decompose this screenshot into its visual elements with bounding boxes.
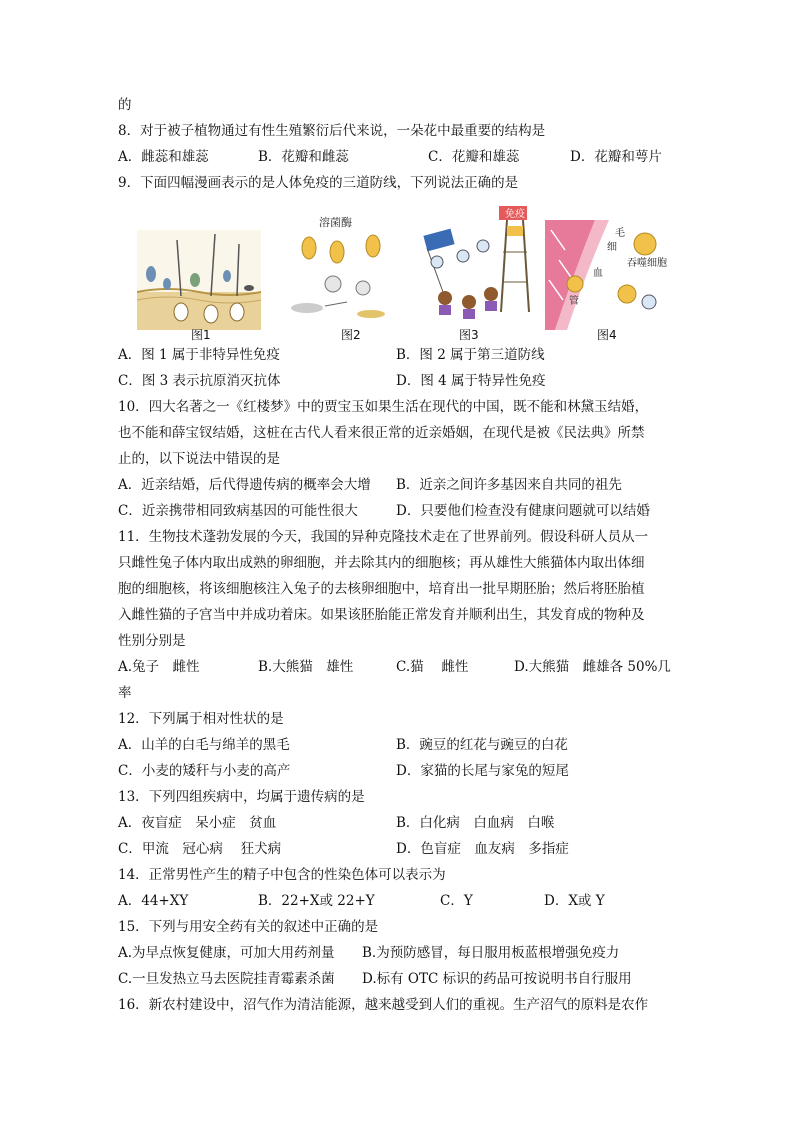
q8-option-c: C．花瓣和雄蕊 (428, 149, 520, 165)
q12-stem: 12．下列属于相对性状的是 (118, 711, 284, 727)
q10-option-b: B．近亲之间许多基因来自共同的祖先 (396, 477, 622, 493)
immune-defense-figure (137, 209, 677, 342)
q11-stem-line-2: 只雌性兔子体内取出成熟的卵细胞，并去除其内的细胞核；再从雄性大熊猫体内取出体细 (118, 555, 645, 571)
q10-stem-line-1: 10．四大名著之一《红楼梦》中的贾宝玉如果生活在现代的中国，既不能和林黛玉结婚， (118, 399, 649, 415)
q12-option-d: D．家猫的长尾与家兔的短尾 (396, 763, 569, 779)
q12-option-c: C．小麦的矮秆与小麦的高产 (118, 763, 291, 779)
q14-option-a: A．44+XY (118, 893, 189, 909)
figure-1-caption: 图1 (191, 328, 211, 342)
immune-flag-label: 免疫 (505, 209, 525, 220)
q15-option-d: D.标有 OTC 标识的药品可按说明书自行服用 (362, 971, 632, 987)
q13-option-a: A．夜盲症 呆小症 贫血 (118, 815, 277, 831)
q8-option-b: B．花瓣和雌蕊 (258, 149, 349, 165)
q15-option-b: B.为预防感冒，每日服用板蓝根增强免疫力 (362, 945, 620, 961)
q8-option-d: D．花瓣和萼片 (570, 149, 662, 165)
q9-option-d: D．图 4 属于特异性免疫 (396, 373, 546, 389)
figure-4-phagocyte (545, 220, 677, 330)
q11-option-a: A.兔子 雌性 (118, 659, 200, 675)
figure-3-caption: 图3 (459, 328, 479, 342)
figure-2-caption: 图2 (341, 328, 361, 342)
q11-stem-line-5: 性别分别是 (118, 633, 186, 649)
q14-option-b: B．22+X或 22+Y (258, 893, 375, 909)
text-fragment: 的 (118, 97, 132, 113)
lysozyme-label: 溶菌酶 (319, 216, 352, 229)
q11-option-d-wrap: 率 (118, 685, 132, 701)
q12-option-b: B．豌豆的红花与豌豆的白花 (396, 737, 568, 753)
q8-option-a: A．雌蕊和雄蕊 (118, 149, 209, 165)
q10-option-d: D．只要他们检查没有健康问题就可以结婚 (396, 503, 650, 519)
q14-stem: 14．正常男性产生的精子中包含的性染色体可以表示为 (118, 867, 446, 883)
q11-stem-line-4: 入雌性猫的子宫当中并成功着床。如果该胚胎能正常发育并顺利出生，其发育成的物种及 (118, 607, 645, 623)
q10-stem-line-3: 止的，以下说法中错误的是 (118, 451, 280, 467)
figure-1-skin (137, 230, 261, 330)
q12-option-a: A．山羊的白毛与绵羊的黑毛 (118, 737, 290, 753)
q8-stem: 8．对于被子植物通过有性生殖繁衍后代来说，一朵花中最重要的结构是 (118, 123, 546, 139)
capillary-char-1: 毛 (615, 228, 625, 239)
q13-option-b: B．白化病 白血病 白喉 (396, 815, 555, 831)
q15-option-a: A.为早点恢复健康，可加大用药剂量 (118, 945, 335, 961)
q14-option-c: C．Y (440, 893, 473, 909)
q11-stem-line-1: 11．生物技术蓬勃发展的今天，我国的异种克隆技术走在了世界前列。假设科研人员从一 (118, 529, 649, 545)
q9-option-b: B．图 2 属于第三道防线 (396, 347, 545, 363)
q14-option-d: D．X或 Y (544, 893, 605, 909)
q10-option-c: C．近亲携带相同致病基因的可能性很大 (118, 503, 358, 519)
capillary-char-4: 管 (569, 296, 579, 307)
q15-option-c: C.一旦发热立马去医院挂青霉素杀菌 (118, 971, 335, 987)
capillary-char-3: 血 (593, 268, 603, 279)
q11-option-b: B.大熊猫 雄性 (258, 659, 354, 675)
phagocyte-label: 吞噬细胞 (627, 258, 667, 269)
q10-stem-line-2: 也不能和薛宝钗结婚，这桩在古代人看来很正常的近亲婚姻，在现代是被《民法典》所禁 (118, 425, 645, 441)
q11-option-c: C.猫 雌性 (396, 659, 469, 675)
q13-option-c: C．甲流 冠心病 狂犬病 (118, 841, 282, 857)
q10-option-a: A．近亲结婚，后代得遗传病的概率会大增 (118, 477, 371, 493)
figure-3-immune (407, 202, 537, 330)
q13-option-d: D．色盲症 血友病 多指症 (396, 841, 569, 857)
q15-stem: 15．下列与用安全药有关的叙述中正确的是 (118, 919, 379, 935)
q16-stem: 16．新农村建设中，沼气作为清洁能源，越来越受到人们的重视。生产沼气的原料是农作 (118, 997, 649, 1013)
q11-option-d: D.大熊猫 雌雄各 50%几 (514, 659, 671, 675)
q9-option-c: C．图 3 表示抗原消灭抗体 (118, 373, 281, 389)
capillary-char-2: 细 (607, 242, 617, 253)
q11-stem-line-3: 胞的细胞核，将该细胞核注入兔子的去核卵细胞中，培育出一批早期胚胎；然后将胚胎植 (118, 581, 645, 597)
q9-stem: 9．下面四幅漫画表示的是人体免疫的三道防线，下列说法正确的是 (118, 175, 519, 191)
q13-stem: 13．下列四组疾病中，均属于遗传病的是 (118, 789, 365, 805)
figure-2-lysozyme (275, 212, 399, 330)
figure-4-caption: 图4 (597, 328, 617, 342)
q9-option-a: A．图 1 属于非特异性免疫 (118, 347, 280, 363)
